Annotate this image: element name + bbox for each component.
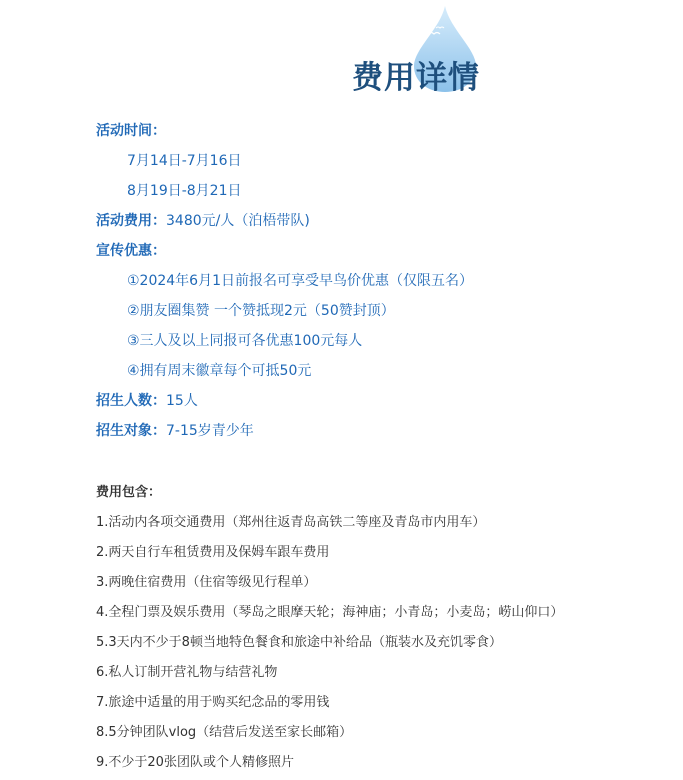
activity-fee-value: 3480元/人（泊梧带队) [166, 213, 310, 229]
promotion-item: ①2024年6月1日前报名可享受早鸟价优惠（仅限五名） [127, 273, 473, 289]
list-item: 7.旅途中适量的用于购买纪念品的零用钱 [96, 695, 330, 710]
enrollment-value: 15人 [166, 393, 198, 409]
list-item: 3.两晚住宿费用（住宿等级见行程单） [96, 575, 317, 590]
fee-includes-title: 费用包含： [96, 485, 162, 500]
promotion-label: 宣传优惠： [96, 243, 166, 259]
page-title: 费用详情 [352, 60, 480, 96]
list-item: 8.5分钟团队vlog（结营后发送至家长邮箱） [96, 725, 353, 740]
promotion-item: ②朋友圈集赞 一个赞抵现2元（50赞封顶） [127, 303, 395, 319]
promotion-item: ④拥有周末徽章每个可抵50元 [127, 363, 312, 379]
list-item: 6.私人订制开营礼物与结营礼物 [96, 665, 278, 680]
date-item: 7月14日-7月16日 [127, 153, 242, 169]
list-item: 4.全程门票及娱乐费用（琴岛之眼摩天轮；海神庙；小青岛；小麦岛；崂山仰口） [96, 605, 564, 620]
list-item: 5.3天内不少于8顿当地特色餐食和旅途中补给品（瓶装水及充饥零食） [96, 635, 502, 650]
activity-info [96, 116, 676, 446]
list-item: 1.活动内各项交通费用（郑州往返青岛高铁二等座及青岛市内用车） [96, 515, 486, 530]
header [0, 0, 683, 110]
target-value: 7-15岁青少年 [166, 423, 254, 439]
date-item: 8月19日-8月21日 [127, 183, 242, 199]
fee-includes-section [96, 478, 681, 778]
activity-time-label: 活动时间： [96, 123, 166, 139]
target-label: 招生对象： [96, 423, 166, 439]
list-item: 9.不少于20张团队或个人精修照片 [96, 755, 294, 770]
list-item: 2.两天自行车租赁费用及保姆车跟车费用 [96, 545, 330, 560]
promotion-item: ③三人及以上同报可各优惠100元每人 [127, 333, 363, 349]
enrollment-label: 招生人数： [96, 393, 166, 409]
activity-fee-label: 活动费用： [96, 213, 166, 229]
